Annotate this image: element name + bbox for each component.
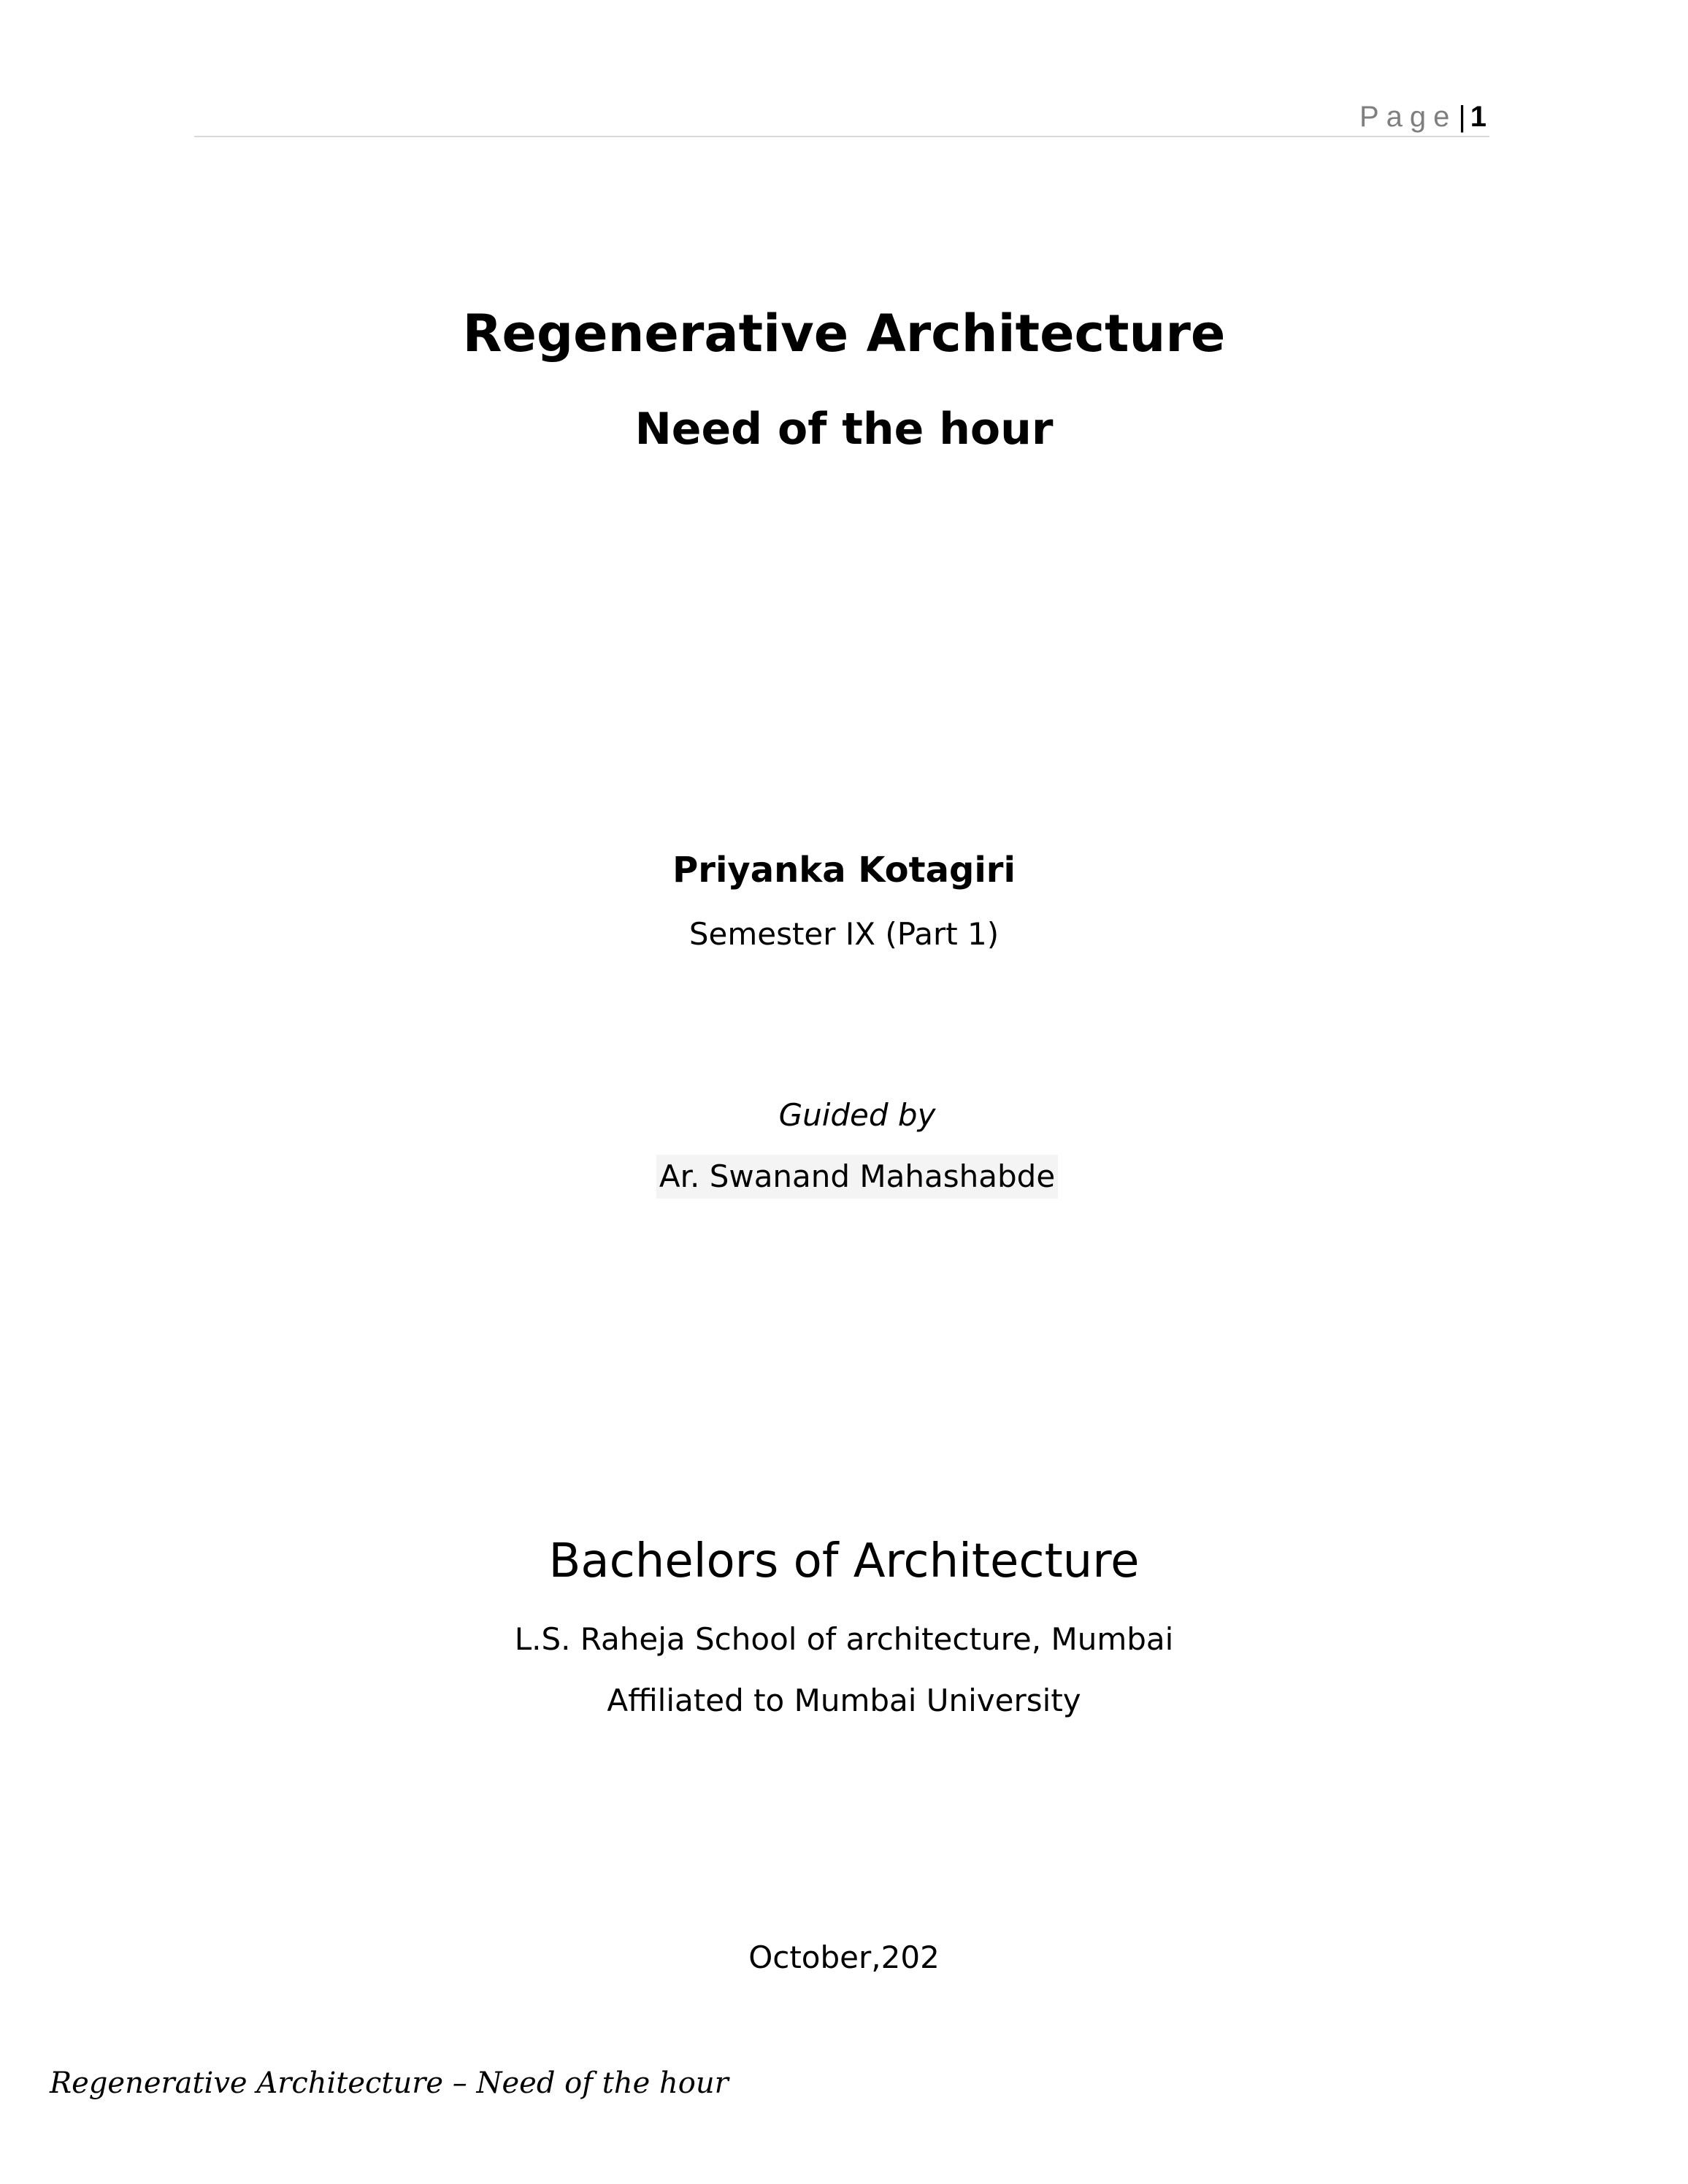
school-name: L.S. Raheja School of architecture, Mumbai [514, 1621, 1174, 1657]
page-footer: Regenerative Architecture – Need of the hour [50, 2066, 729, 2100]
page-number: 1 [1470, 101, 1486, 133]
guide-name: Ar. Swanand Mahashabde [656, 1155, 1058, 1199]
document-title: Regenerative Architecture [462, 304, 1226, 364]
university-affiliation: Affiliated to Mumbai University [607, 1683, 1081, 1718]
degree-title: Bachelors of Architecture [548, 1534, 1140, 1588]
author-name: Priyanka Kotagiri [672, 850, 1016, 891]
page-number-label [1359, 99, 1486, 134]
page-separator: | [1458, 101, 1466, 133]
document-subtitle: Need of the hour [634, 404, 1054, 455]
semester-info: Semester IX (Part 1) [688, 916, 1000, 952]
guide-name-row [0, 1155, 1688, 1199]
page-header [194, 93, 1489, 137]
submission-date: October,202 [748, 1939, 940, 1975]
page-word: Page [1359, 101, 1457, 133]
guided-by-label: Guided by [778, 1097, 936, 1133]
